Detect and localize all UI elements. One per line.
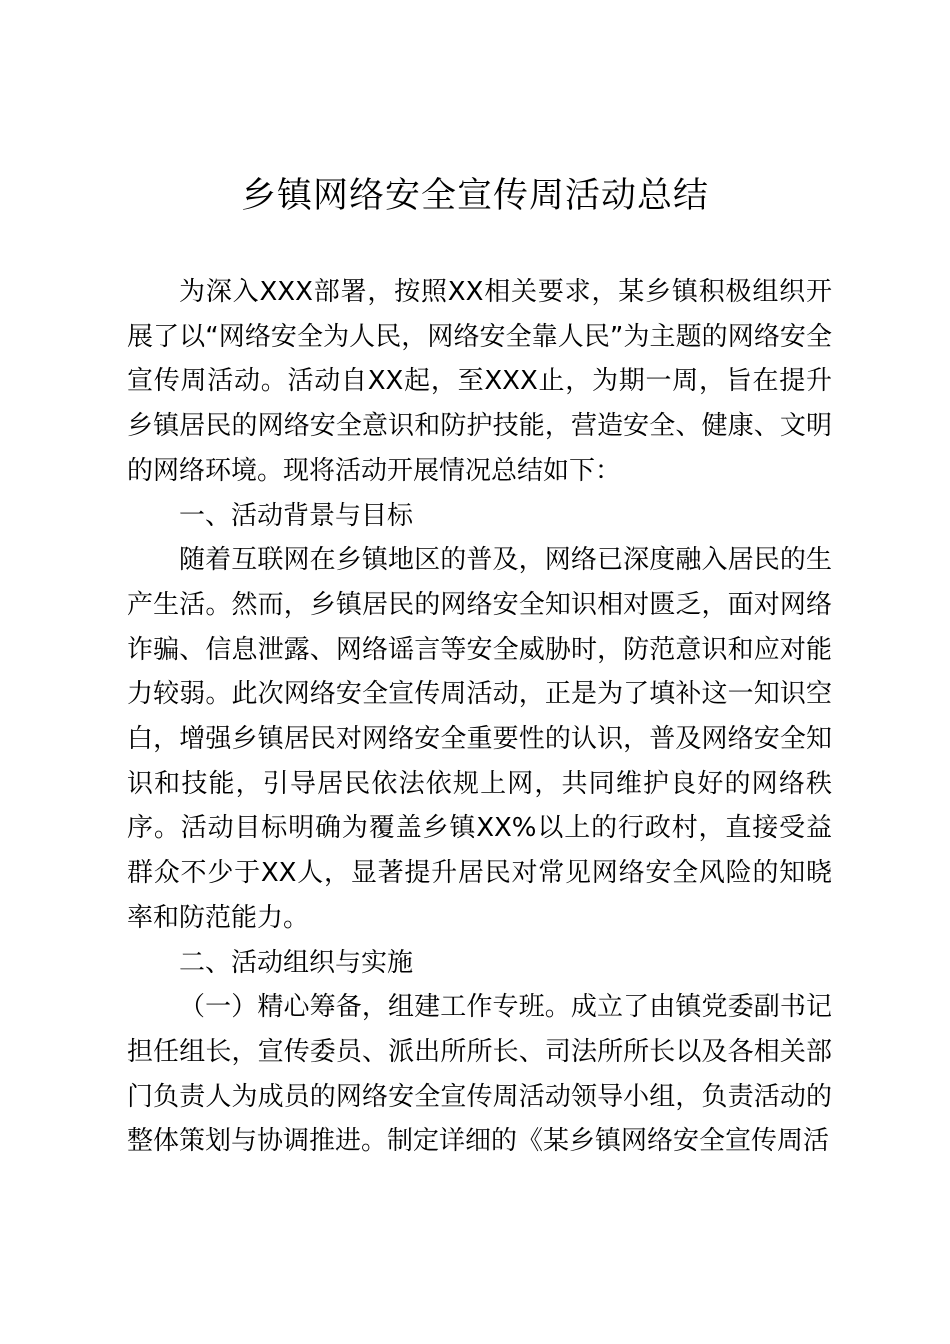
document-title: 乡镇网络安全宣传周活动总结 [240, 176, 709, 216]
section-heading-background: 一、活动背景与目标 [179, 500, 414, 531]
section-heading-implementation: 二、活动组织与实施 [179, 947, 414, 978]
document-body [127, 270, 832, 1164]
intro-paragraph: 为深入XXX部署，按照XX相关要求，某乡镇积极组织开展了以“网络安全为人民，网络安全靠人民”为主题的网络安全宣传周活动。活动自XX起，至XXX止，为期一周，旨在提升乡镇居民的网络安全意识和防护技能，营造安全、健康、文明的网络环境。现将活动开展情况总结如下： [127, 277, 832, 486]
background-paragraph: 随着互联网在乡镇地区的普及，网络已深度融入居民的生产生活。然而，乡镇居民的网络安全知识相对匮乏，面对网络诈骗、信息泄露、网络谣言等安全威胁时，防范意识和应对能力较弱。此次网络安全宣传周活动，正是为了填补这一知识空白，增强乡镇居民对网络安全重要性的认识，普及网络安全知识和技能，引导居民依法依规上网，共同维护良好的网络秩序。活动目标明确为覆盖乡镇XX%以上的行政村，直接受益群众不少于XX人，显著提升居民对常见网络安全风险的知晓率和防范能力。 [127, 545, 832, 933]
implementation-paragraph: （一）精心筹备，组建工作专班。成立了由镇党委副书记担任组长，宣传委员、派出所所长、司法所所长以及各相关部门负责人为成员的网络安全宣传周活动领导小组，负责活动的整体策划与协调推进。制定详细的《某乡镇网络安全宣传周活 [127, 992, 832, 1157]
